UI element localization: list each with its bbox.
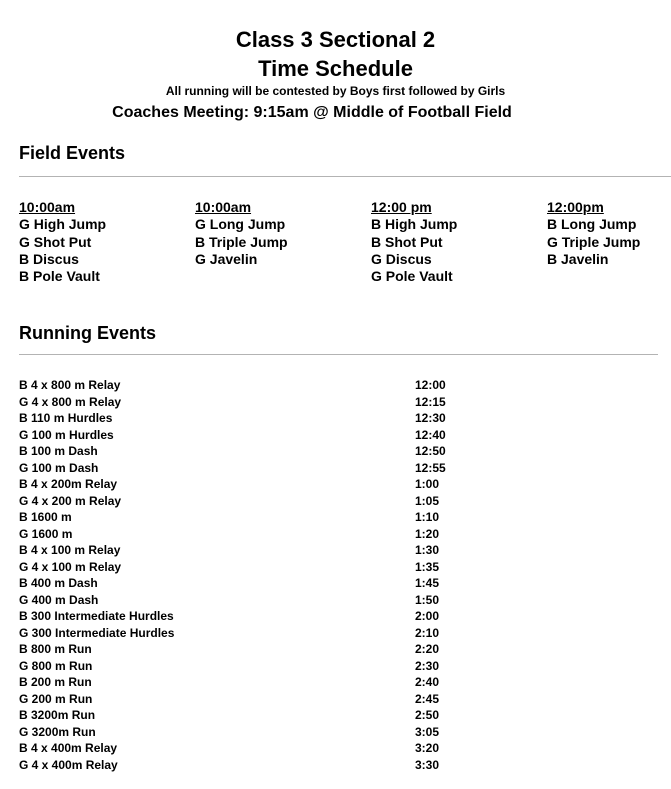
running-event-name: G 400 m Dash	[19, 592, 99, 607]
running-events-list	[19, 377, 479, 773]
running-event-row	[19, 460, 479, 477]
running-event-time: 12:00	[415, 378, 446, 392]
running-event-row	[19, 740, 479, 757]
running-event-time: 2:30	[415, 658, 440, 673]
title-line-1: Class 3 Sectional 2	[235, 27, 436, 52]
running-event-name: B 100 m Dash	[19, 444, 98, 458]
running-event-name: B 400 m Dash	[19, 576, 98, 590]
running-event-row	[19, 443, 479, 460]
running-event-time: 2:10	[415, 625, 440, 640]
field-column-time: 10:00am	[19, 199, 76, 215]
running-event-name: B 4 x 800 m Relay	[19, 378, 121, 392]
running-event-name: G 100 m Hurdles	[19, 427, 114, 442]
field-event: G Javelin	[195, 250, 258, 267]
field-event: B Triple Jump	[195, 233, 288, 250]
running-event-row	[19, 625, 479, 642]
running-event-time: 2:20	[415, 642, 440, 656]
running-event-name: G 200 m Run	[19, 691, 93, 706]
running-event-time: 12:40	[415, 427, 446, 442]
running-event-name: B 4 x 200m Relay	[19, 477, 118, 491]
coaches-meeting: Coaches Meeting: 9:15am @ Middle of Football Field	[112, 104, 512, 121]
running-event-name: G 100 m Dash	[19, 460, 99, 475]
running-event-time: 12:55	[415, 460, 446, 475]
running-event-time: 1:45	[415, 576, 440, 590]
subtitle: All running will be contested by Boys first followed by Girls	[165, 84, 506, 98]
field-events-heading: Field Events	[19, 143, 126, 163]
running-event-time: 2:50	[415, 708, 440, 722]
running-event-name: G 3200m Run	[19, 724, 96, 739]
field-event: G Long Jump	[195, 216, 286, 233]
running-event-row	[19, 509, 479, 526]
running-event-name: G 4 x 200 m Relay	[19, 493, 122, 508]
field-column-3	[371, 199, 531, 285]
field-column-2	[195, 199, 355, 268]
running-event-row	[19, 608, 479, 625]
running-event-row	[19, 658, 479, 675]
running-event-time: 1:10	[415, 510, 440, 524]
running-event-time: 3:20	[415, 741, 440, 755]
running-event-time: 1:05	[415, 493, 440, 508]
running-event-name: B 1600 m	[19, 510, 72, 524]
running-event-time: 1:35	[415, 559, 440, 574]
running-event-row	[19, 757, 479, 774]
running-event-time: 1:50	[415, 592, 440, 607]
running-event-row	[19, 674, 479, 691]
running-event-time: 3:05	[415, 724, 440, 739]
running-event-row	[19, 476, 479, 493]
running-event-name: B 800 m Run	[19, 642, 92, 656]
field-column-time: 12:00pm	[547, 199, 604, 215]
running-event-time: 12:15	[415, 394, 446, 409]
running-event-row	[19, 691, 479, 708]
field-event: B High Jump	[371, 216, 458, 233]
running-event-row	[19, 427, 479, 444]
running-event-name: B 200 m Run	[19, 675, 92, 689]
field-event: G High Jump	[19, 216, 107, 233]
field-event: B Long Jump	[547, 216, 637, 233]
running-event-row	[19, 526, 479, 543]
running-event-time: 2:00	[415, 609, 440, 623]
field-event: G Shot Put	[19, 233, 92, 250]
field-event: G Discus	[371, 250, 432, 267]
field-event: B Shot Put	[371, 233, 443, 250]
running-event-time: 1:30	[415, 543, 440, 557]
running-event-name: B 4 x 100 m Relay	[19, 543, 121, 557]
running-event-time: 12:50	[415, 444, 446, 458]
running-event-name: B 3200m Run	[19, 708, 96, 722]
running-event-time: 1:00	[415, 477, 440, 491]
running-event-time: 2:40	[415, 675, 440, 689]
running-event-row	[19, 559, 479, 576]
field-column-4	[547, 199, 667, 268]
running-event-row	[19, 410, 479, 427]
running-event-row	[19, 493, 479, 510]
running-event-name: G 1600 m	[19, 526, 73, 541]
running-event-name: G 800 m Run	[19, 658, 93, 673]
running-event-name: B 300 Intermediate Hurdles	[19, 609, 174, 623]
running-event-time: 2:45	[415, 691, 440, 706]
field-event: B Discus	[19, 250, 79, 267]
running-events-divider	[19, 354, 658, 355]
running-event-row	[19, 641, 479, 658]
running-event-row	[19, 724, 479, 741]
field-event: G Triple Jump	[547, 233, 641, 250]
running-event-name: G 4 x 100 m Relay	[19, 559, 122, 574]
field-events-divider	[19, 176, 671, 177]
running-event-row	[19, 592, 479, 609]
running-event-name: G 300 Intermediate Hurdles	[19, 625, 175, 640]
running-event-time: 1:20	[415, 526, 440, 541]
running-event-name: B 110 m Hurdles	[19, 411, 113, 425]
running-event-time: 12:30	[415, 411, 446, 425]
running-events-heading: Running Events	[19, 323, 157, 343]
running-event-row	[19, 542, 479, 559]
field-column-time: 12:00 pm	[371, 199, 432, 215]
title-line-2: Time Schedule	[258, 56, 413, 81]
field-event: B Javelin	[547, 250, 609, 267]
running-event-row	[19, 377, 479, 394]
running-event-name: G 4 x 400m Relay	[19, 757, 118, 772]
running-event-row	[19, 394, 479, 411]
field-column-1	[19, 199, 179, 285]
field-event: B Pole Vault	[19, 268, 100, 285]
running-event-row	[19, 707, 479, 724]
running-event-time: 3:30	[415, 757, 440, 772]
running-event-row	[19, 575, 479, 592]
running-event-name: G 4 x 800 m Relay	[19, 394, 122, 409]
field-event: G Pole Vault	[371, 268, 453, 285]
field-column-time: 10:00am	[195, 199, 252, 215]
running-event-name: B 4 x 400m Relay	[19, 741, 118, 755]
